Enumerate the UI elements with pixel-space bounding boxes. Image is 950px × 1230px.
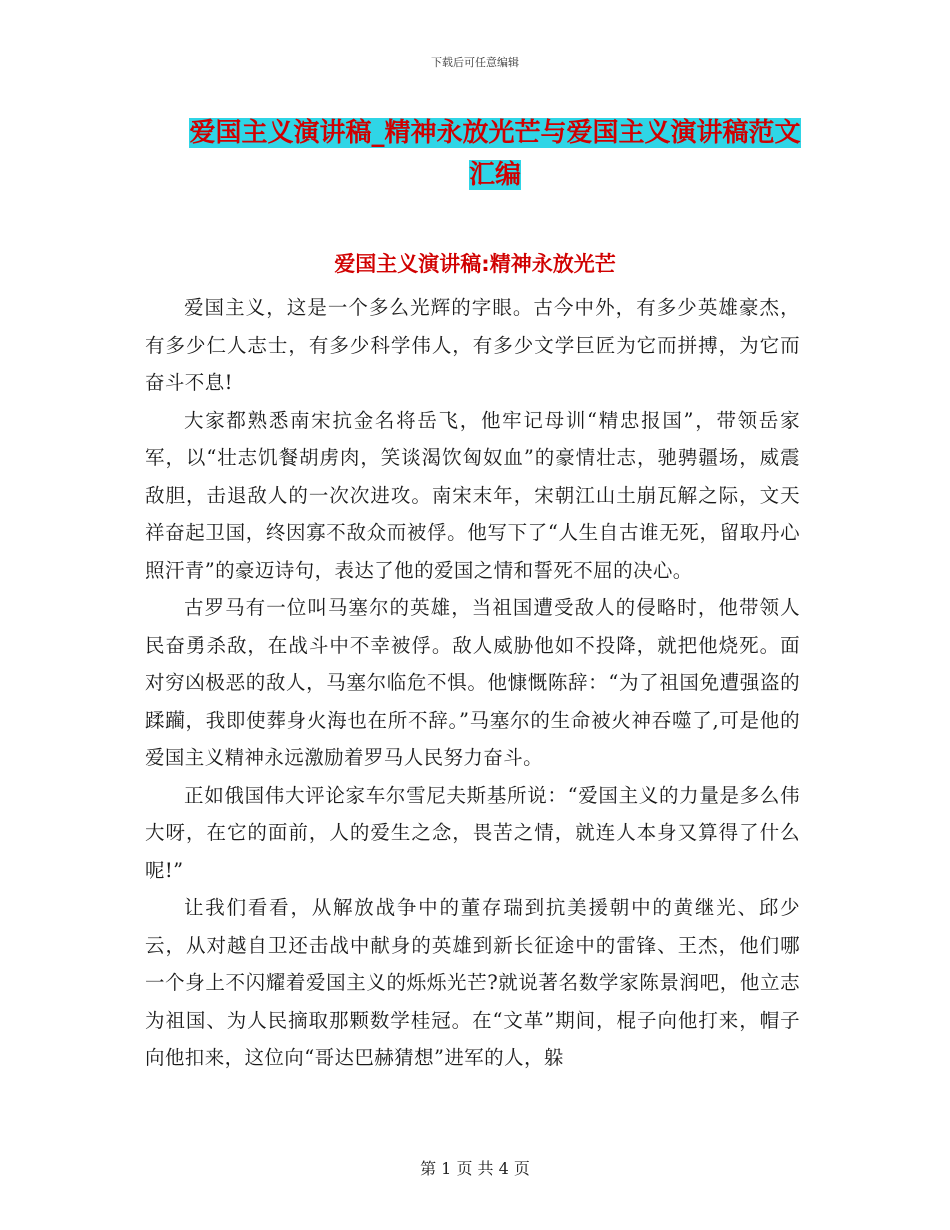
section-title: 爱国主义演讲稿:精神永放光芒 <box>334 252 616 276</box>
document-title-line2: 汇编 <box>468 160 521 190</box>
paragraph: 爱国主义，这是一个多么光辉的字眼。古今中外，有多少英雄豪杰，有多少仁人志士，有多少科学伟人，有多少文学巨匠为它而拼搏，为它而奋斗不息! <box>145 296 800 394</box>
document-title-line1: 爱国主义演讲稿_精神永放光芒与爱国主义演讲稿范文 <box>189 118 801 148</box>
paragraph: 正如俄国伟大评论家车尔雪尼夫斯基所说：“爱国主义的力量是多么伟大呀，在它的面前，人的爱生之念，畏苦之情，就连人本身又算得了什么呢!” <box>145 783 800 882</box>
page-footer: 第 1 页 共 4 页 <box>420 1159 530 1178</box>
header-note: 下载后可任意编辑 <box>431 56 519 69</box>
paragraph: 大家都熟悉南宋抗金名将岳飞，他牢记母训“精忠报国”，带领岳家军，以“壮志饥餐胡虏肉，笑谈渴饮匈奴血”的豪情壮志，驰骋疆场，威震敌胆，击退敌人的一次次进攻。南宋末年，宋朝江山土崩瓦解之际，文天祥奋起卫国，终因寡不敌众而被俘。他写下了“人生自古谁无死，留取丹心照汗青”的豪迈诗句，表达了他的爱国之情和誓死不屈的决心。 <box>145 408 800 582</box>
paragraph: 古罗马有一位叫马塞尔的英雄，当祖国遭受敌人的侵略时，他带领人民奋勇杀敌，在战斗中不幸被俘。敌人威胁他如不投降，就把他烧死。面对穷凶极恶的敌人，马塞尔临危不惧。他慷慨陈辞：“为了祖国免遭强盗的蹂躏，我即使葬身火海也在所不辞。”马塞尔的生命被火神吞噬了,可是他的爱国主义精神永远激励着罗马人民努力奋斗。 <box>145 596 800 769</box>
body-text <box>145 289 800 1077</box>
document-title <box>150 112 840 196</box>
paragraph: 让我们看看，从解放战争中的董存瑞到抗美援朝中的黄继光、邱少云，从对越自卫还击战中献身的英雄到新长征途中的雷锋、王杰，他们哪一个身上不闪耀着爱国主义的烁烁光芒?就说著名数学家陈景润吧，他立志为祖国、为人民摘取那颗数学桂冠。在“文革”期间，棍子向他打来，帽子向他扣来，这位向“哥达巴赫猜想”进军的人，躲 <box>145 896 800 1069</box>
